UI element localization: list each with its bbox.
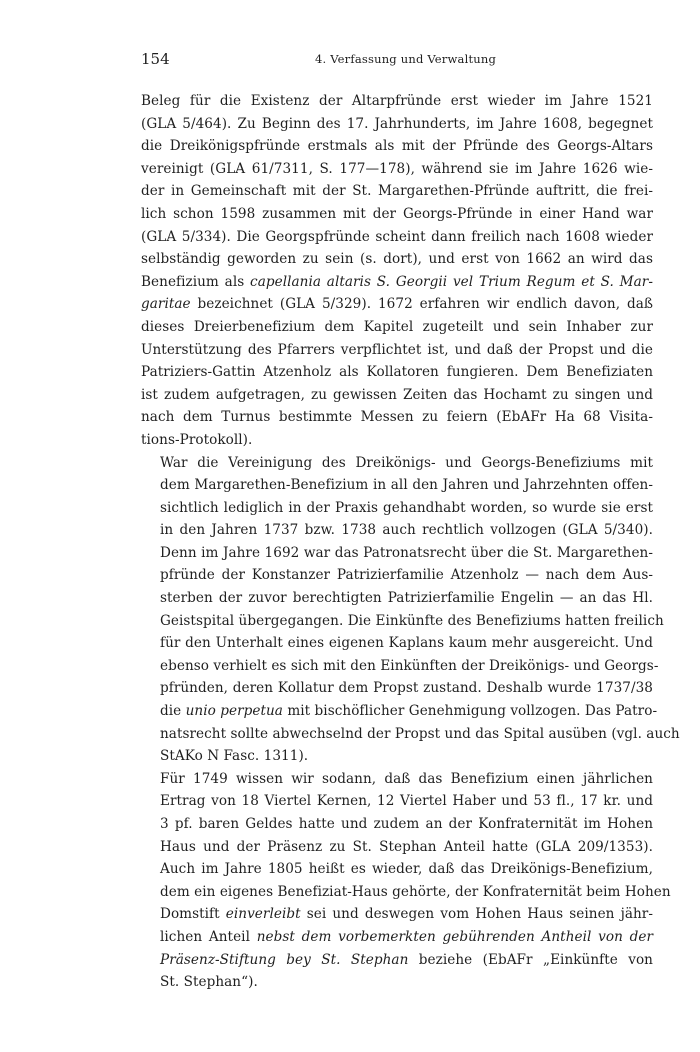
text-line (141, 858, 653, 881)
text-line (141, 949, 653, 972)
text-line (141, 226, 653, 249)
text-line (141, 768, 653, 791)
text-segment: der in Gemeinschaft mit der St. Margarethen-Pfründe auftritt, die frei- (141, 183, 653, 200)
text-segment: sterben der zuvor berechtigten Patrizierfamilie Engelin — an das Hl. (160, 590, 653, 607)
text-line (141, 248, 653, 271)
text-line (141, 677, 653, 700)
text-line (141, 497, 653, 520)
text-line (141, 971, 653, 994)
text-line (141, 813, 653, 836)
text-segment: ebenso verhielt es sich mit den Einkünften der Dreikönigs- und Georgs- (160, 657, 659, 674)
text-line (141, 881, 671, 904)
text-segment: dem Margarethen-Benefizium in all den Jahren und Jahrzehnten offen- (160, 477, 653, 494)
text-segment: Für 1749 wissen wir sodann, daß das Benefizium einen jährlichen (160, 770, 653, 787)
text-line (141, 452, 653, 475)
text-line (141, 406, 653, 429)
text-line (141, 180, 653, 203)
text-line (141, 542, 653, 565)
text-line (141, 474, 653, 497)
text-line (141, 113, 653, 136)
italic-text: nebst dem vorbemerkten gebührenden Antheil von der (256, 928, 653, 945)
text-segment: War die Vereinigung des Dreikönigs- und Georgs-Benefiziums mit (160, 454, 653, 471)
body-text (141, 90, 680, 994)
text-line (141, 564, 653, 587)
paragraph (141, 452, 680, 768)
text-line (141, 655, 659, 678)
italic-text: einverleibt (225, 906, 301, 923)
text-segment: StAKo N Fasc. 1311). (160, 748, 309, 765)
text-segment: Auch im Jahre 1805 heißt es wieder, daß das Dreikönigs-Benefizium, (160, 861, 653, 878)
text-segment: Beleg für die Existenz der Altarpfründe erst wieder im Jahre 1521 (141, 93, 653, 109)
text-line (141, 723, 680, 746)
text-segment: St. Stephan“). (160, 974, 258, 991)
text-segment: bezeichnet (GLA 5/329). 1672 erfahren wir endlich davon, daß (190, 296, 653, 313)
text-segment: Geistspital übergegangen. Die Einkünfte des Benefiziums hatten freilich (160, 612, 664, 629)
text-line (141, 836, 653, 859)
text-segment: sei und deswegen vom Hohen Haus seinen jähr- (300, 906, 653, 923)
text-segment: beziehe (EbAFr „Einkünfte von (408, 951, 653, 968)
text-line (141, 632, 653, 655)
text-segment: Haus und der Präsenz zu St. Stephan Anteil hatte (GLA 209/1353). (160, 838, 653, 855)
text-segment: Unterstützung des Pfarrers verpflichtet ist, und daß der Propst und die (141, 341, 653, 358)
text-segment: Ertrag von 18 Viertel Kernen, 12 Viertel Haber und 53 fl., 17 kr. und (160, 793, 653, 810)
text-segment: Denn im Jahre 1692 war das Patronatsrecht über die St. Margarethen- (160, 544, 653, 561)
text-line (141, 587, 653, 610)
italic-text: capellania altaris S. Georgii vel Trium Regum et S. Mar- (250, 273, 653, 290)
text-segment: (GLA 5/464). Zu Beginn des 17. Jahrhunderts, im Jahre 1608, begegnet (141, 115, 653, 132)
chapter-title: 4. Verfassung und Verwaltung (315, 52, 497, 66)
text-segment: die (160, 703, 186, 720)
text-segment: mit bischöflicher Genehmigung vollzogen. Das Patro- (282, 703, 658, 720)
text-line (141, 745, 653, 768)
paragraph (141, 90, 653, 452)
text-line (141, 339, 653, 362)
text-segment: dem ein eigenes Benefiziat-Haus gehörte, der Konfraternität beim Hohen (160, 883, 671, 900)
text-segment: lichen Anteil (160, 928, 257, 945)
text-line (141, 293, 653, 316)
text-line (141, 610, 664, 633)
text-segment: Patriziers-Gattin Atzenholz als Kollatoren fungieren. Dem Benefiziaten (141, 364, 653, 381)
page-number: 154 (141, 50, 170, 68)
text-line (141, 203, 653, 226)
text-segment: selbständig geworden zu sein (s. dort), und erst von 1662 an wird das (141, 251, 653, 268)
text-segment: sichtlich lediglich in der Praxis gehandhabt worden, so wurde sie erst (160, 499, 653, 516)
text-segment: (GLA 5/334). Die Georgspfründe scheint dann freilich nach 1608 wieder (141, 228, 653, 245)
text-segment: für den Unterhalt eines eigenen Kaplans kaum mehr ausgereicht. Und (160, 635, 653, 652)
text-segment: pfründen, deren Kollatur dem Propst zustand. Deshalb wurde 1737/38 (160, 680, 653, 697)
text-line (141, 519, 653, 542)
text-segment: dieses Dreierbenefizium dem Kapitel zugeteilt und sein Inhaber zur (141, 318, 653, 335)
text-line (141, 135, 653, 158)
text-segment: 3 pf. baren Geldes hatte und zudem an der Konfraternität im Hohen (160, 816, 653, 832)
text-line (141, 316, 653, 339)
text-line (141, 361, 653, 384)
italic-text: Präsenz-Stiftung bey St. Stephan (160, 951, 409, 968)
text-segment: lich schon 1598 zusammen mit der Georgs-Pfründe in einer Hand war (141, 205, 653, 222)
text-line (141, 700, 658, 723)
text-segment: ist zudem aufgetragen, zu gewissen Zeiten das Hochamt zu singen und (141, 386, 653, 403)
text-line (141, 429, 653, 452)
text-segment: Benefizium als (141, 273, 251, 290)
text-line (141, 790, 653, 813)
text-line (141, 158, 653, 181)
running-head (141, 48, 653, 72)
italic-text: garitae (141, 296, 191, 313)
text-segment: tions-Protokoll). (141, 431, 253, 448)
paragraph (141, 768, 671, 994)
text-segment: Domstift (160, 906, 226, 923)
text-line (141, 903, 653, 926)
text-line (141, 271, 653, 294)
text-segment: natsrecht sollte abwechselnd der Propst und das Spital ausüben (vgl. auch (160, 725, 680, 742)
text-line (141, 926, 653, 949)
text-segment: pfründe der Konstanzer Patrizierfamilie Atzenholz — nach dem Aus- (160, 567, 653, 584)
text-segment: nach dem Turnus bestimmte Messen zu feiern (EbAFr Ha 68 Visita- (141, 409, 653, 426)
italic-text: unio perpetua (185, 703, 283, 720)
text-line (141, 384, 653, 407)
text-line (141, 90, 653, 113)
text-segment: die Dreikönigspfründe erstmals als mit der Pfründe des Georgs-Altars (141, 138, 653, 155)
text-segment: in den Jahren 1737 bzw. 1738 auch rechtlich vollzogen (GLA 5/340). (160, 522, 653, 539)
text-segment: vereinigt (GLA 61/7311, S. 177—178), während sie im Jahre 1626 wie- (141, 160, 653, 177)
